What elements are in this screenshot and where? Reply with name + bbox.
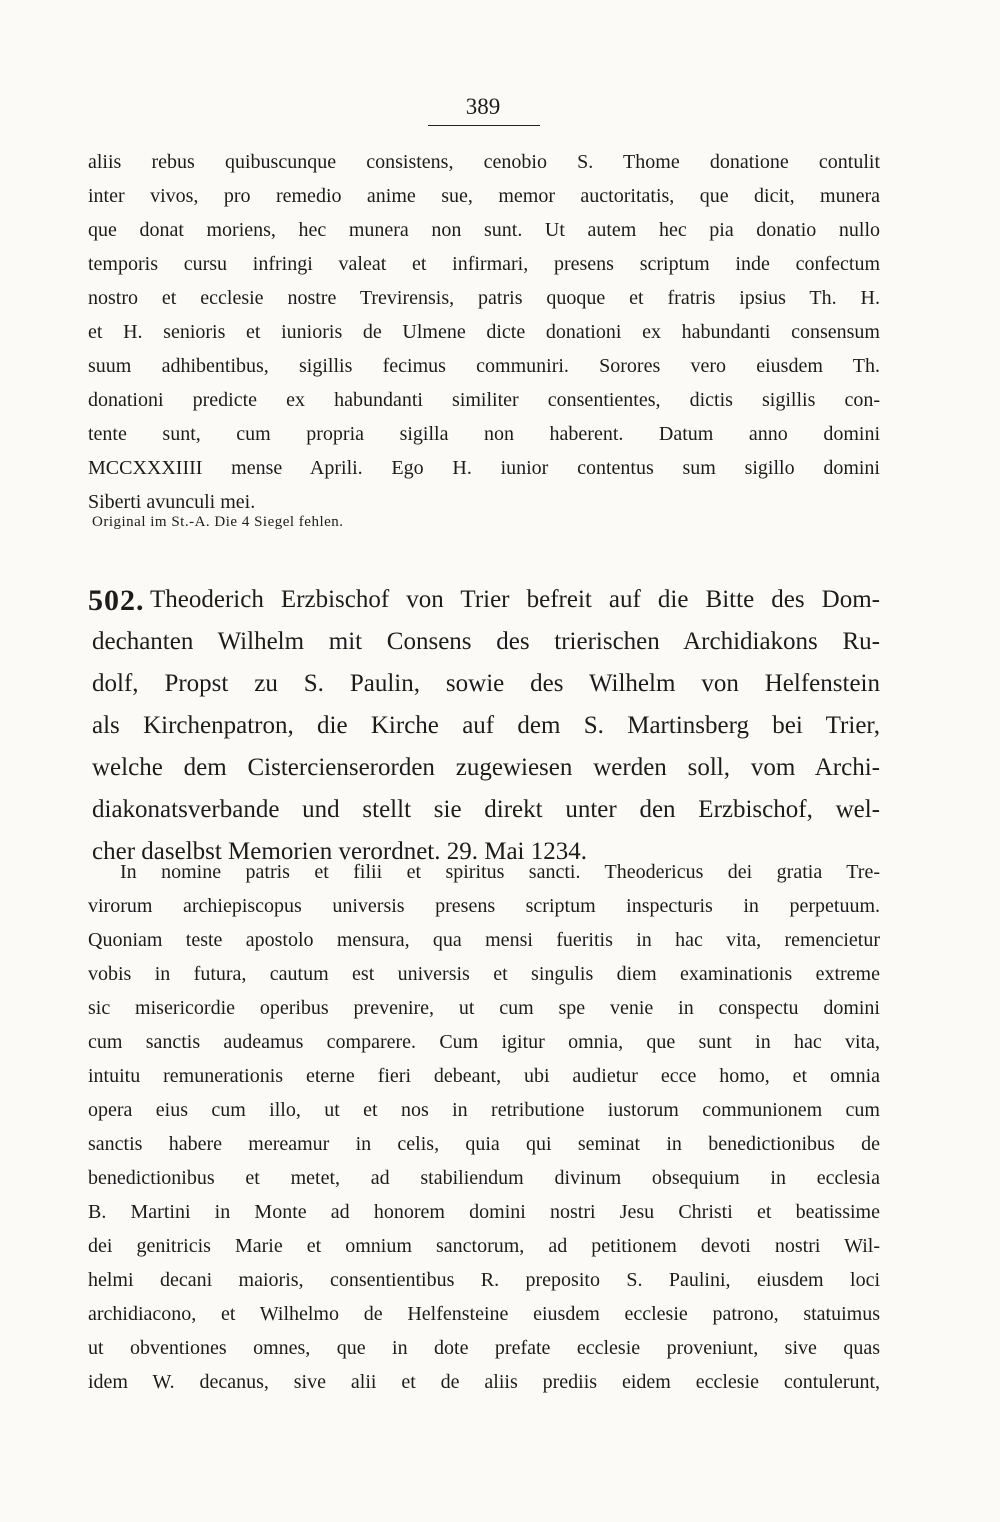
heading-line: diakonatsverbande und stellt sie direkt unter den Erzbischof, wel-: [92, 796, 880, 823]
text-line: sanctis habere mereamur in celis, quia qui seminat in benedictionibus de: [88, 1133, 880, 1155]
heading-line: welche dem Cistercienserorden zugewiesen werden soll, vom Archi-: [92, 754, 880, 781]
text-line: In nomine patris et filii et spiritus sancti. Theodericus dei gratia Tre-: [120, 861, 880, 883]
text-line: MCCXXXIIII mense Aprili. Ego H. iunior contentus sum sigillo domini: [88, 457, 880, 479]
text-line: nostro et ecclesie nostre Trevirensis, patris quoque et fratris ipsius Th. H.: [88, 287, 880, 309]
text-line: opera eius cum illo, ut et nos in retributione iustorum communionem cum: [88, 1099, 880, 1121]
text-line: suum adhibentibus, sigillis fecimus communiri. Sorores vero eiusdem Th.: [88, 355, 880, 377]
text-line: et H. senioris et iunioris de Ulmene dicte donationi ex habundanti consensum: [88, 321, 880, 343]
text-line: benedictionibus et metet, ad stabiliendum divinum obsequium in ecclesia: [88, 1167, 880, 1189]
text-line: cum sanctis audeamus comparere. Cum igitur omnia, que sunt in hac vita,: [88, 1031, 880, 1053]
heading-line: dolf, Propst zu S. Paulin, sowie des Wilhelm von Helfenstein: [92, 670, 880, 697]
text-line: temporis cursu infringi valeat et infirmari, presens scriptum inde confectum: [88, 253, 880, 275]
text-line: B. Martini in Monte ad honorem domini nostri Jesu Christi et beatissime: [88, 1201, 880, 1223]
text-line: Quoniam teste apostolo mensura, qua mensi fueritis in hac vita, remencietur: [88, 929, 880, 951]
text-line: helmi decani maioris, consentientibus R. preposito S. Paulini, eiusdem loci: [88, 1269, 880, 1291]
text-line: vobis in futura, cautum est universis et singulis diem examinationis extreme: [88, 963, 880, 985]
text-line: sic misericordie operibus prevenire, ut cum spe venie in conspectu domini: [88, 997, 880, 1019]
heading-line: cher daselbst Memorien verordnet. 29. Mai 1234.: [92, 838, 588, 865]
text-line: tente sunt, cum propria sigilla non haberent. Datum anno domini: [88, 423, 880, 445]
page-number: 389: [465, 94, 501, 119]
heading-line: als Kirchenpatron, die Kirche auf dem S. Martinsberg bei Trier,: [92, 712, 880, 739]
text-line: ut obventiones omnes, que in dote prefate ecclesie proveniunt, sive quas: [88, 1337, 880, 1359]
text-line: intuitu remunerationis eterne fieri debeant, ubi audietur ecce homo, et omnia: [88, 1065, 880, 1087]
text-line: Siberti avunculi mei.: [88, 491, 256, 513]
text-line: donationi predicte ex habundanti similiter consentientes, dictis sigillis con-: [88, 389, 880, 411]
heading-line: Theoderich Erzbischof von Trier befreit auf die Bitte des Dom-: [150, 586, 880, 613]
text-line: que donat moriens, hec munera non sunt. Ut autem hec pia donatio nullo: [88, 219, 880, 241]
heading-line: dechanten Wilhelm mit Consens des trierischen Archidiakons Ru-: [92, 628, 880, 655]
text-line: inter vivos, pro remedio anime sue, memor auctoritatis, que dicit, munera: [88, 185, 880, 207]
text-line: archidiacono, et Wilhelmo de Helfensteine eiusdem ecclesie patrono, statuimus: [88, 1303, 880, 1325]
document-number: 502.: [88, 584, 145, 617]
text-line: idem W. decanus, sive alii et de aliis prediis eidem ecclesie contulerunt,: [88, 1371, 880, 1393]
page-number-rule: [428, 125, 540, 126]
text-line: dei genitricis Marie et omnium sanctorum, ad petitionem devoti nostri Wil-: [88, 1235, 880, 1257]
text-line: virorum archiepiscopus universis presens scriptum inspecturis in perpetuum.: [88, 895, 880, 917]
source-note: Original im St.-A. Die 4 Siegel fehlen.: [92, 514, 344, 530]
text-line: aliis rebus quibuscunque consistens, cenobio S. Thome donatione contulit: [88, 151, 880, 173]
